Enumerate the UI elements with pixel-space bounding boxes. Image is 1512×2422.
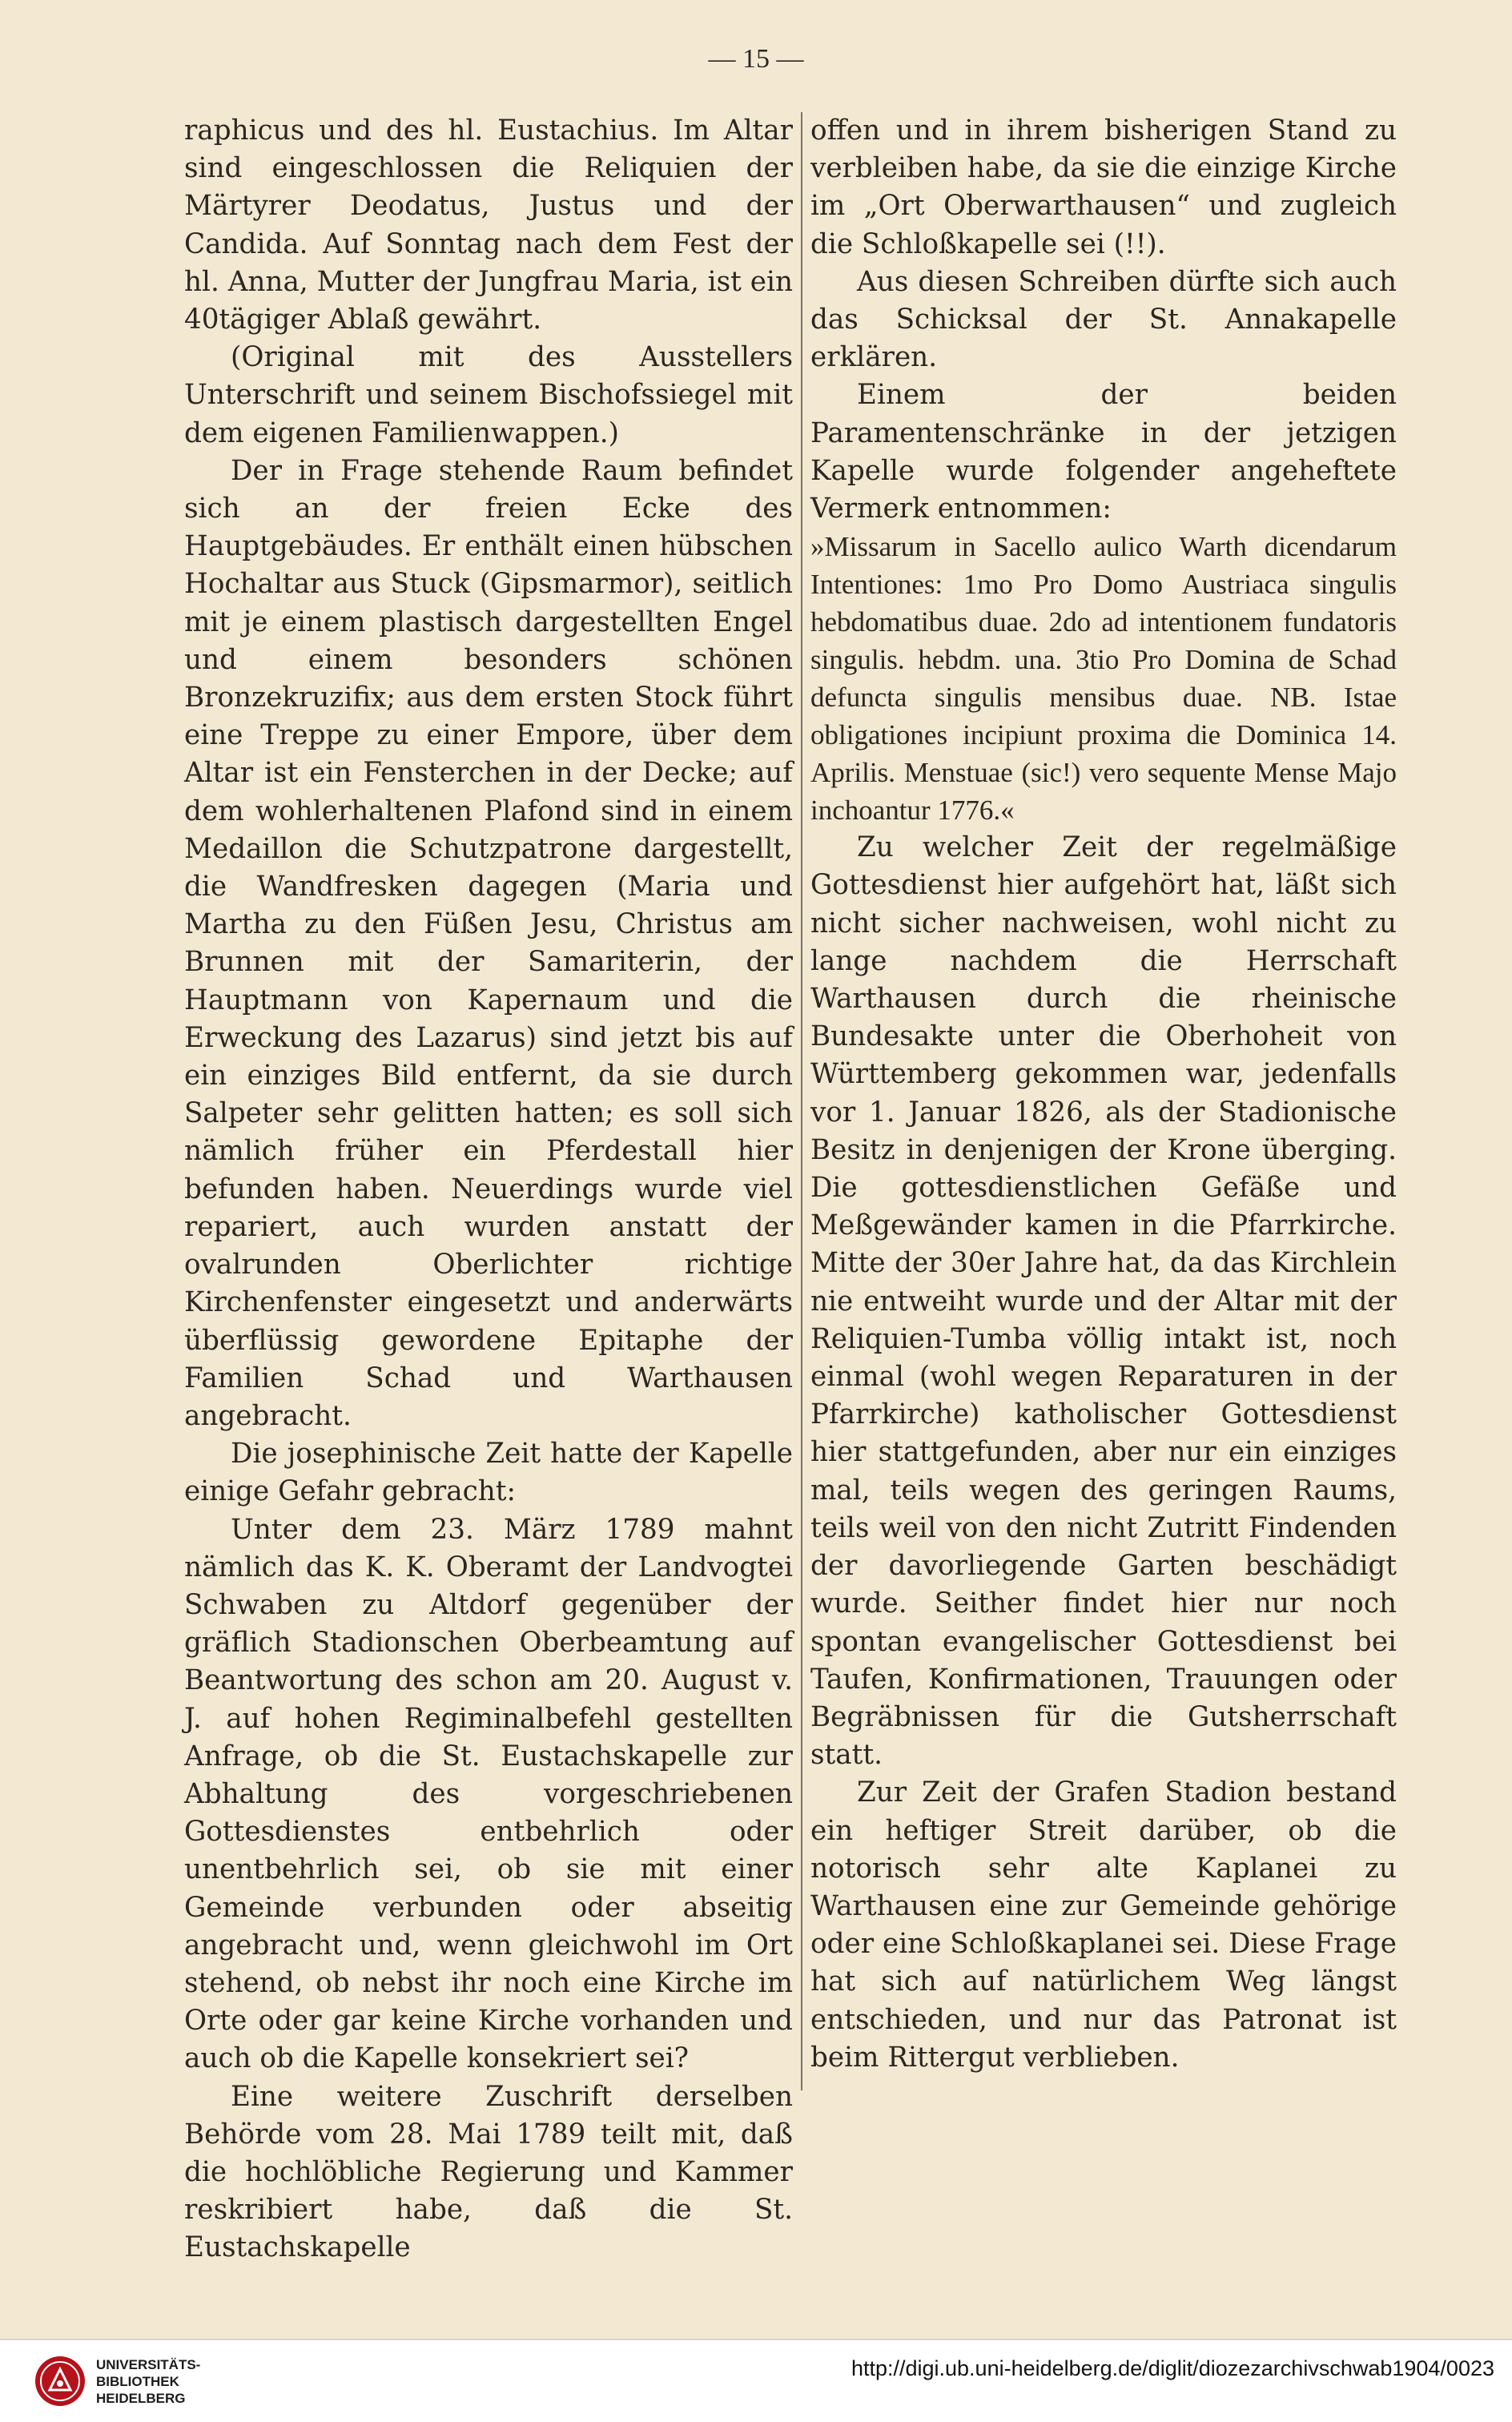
paragraph: Zu welcher Zeit der regelmäßige Gottesdienst hier aufgehört hat, läßt sich nicht sicher nachweisen, wohl nicht zu lange nachdem die Herrschaft Warthausen durch die rheinische Bundesakte unter die Oberhoheit von Württemberg gekommen war, jedenfalls vor 1. Januar 1826, als der Stadionische Besitz in denjenigen der Krone überging. Die gottesdienstlichen Gefäße und Meßgewänder kamen in die Pfarrkirche. Mitte der 30er Jahre hat, da das Kirchlein nie entweiht wurde und der Altar mit der Reliquien-Tumba völlig intakt ist, noch einmal (wohl wegen Reparaturen in der Pfarrkirche) katholischer Gottesdienst hier stattgefunden, aber nur ein einziges mal, teils wegen des geringen Raums, teils weil von den nicht Zutritt Findenden der davorliegende Garten beschädigt wurde. Seither findet hier nur noch spontan evangelischer Gottesdienst bei Taufen, Konfirmationen, Trauungen oder Begräbnissen für die Gutsherrschaft statt. xyxy=(810,831,1397,1772)
footer-bar xyxy=(0,2339,1512,2422)
paragraph: Aus diesen Schreiben dürfte sich auch das Schicksal der St. Annakapelle erklären. xyxy=(810,265,1397,374)
library-name-line: HEIDELBERG xyxy=(96,2391,186,2406)
paragraph: Unter dem 23. März 1789 mahnt nämlich das K. K. Oberamt der Landvogtei Schwaben zu Altdorf gegenüber der gräflich Stadionschen Oberbeamtung auf Beantwortung des schon am 20. August v. J. auf hohen Regiminalbefehl gestellten Anfrage, ob die St. Eustachskapelle zur Abhaltung des vorgeschriebenen Gottesdienstes entbehrlich oder unentbehrlich sei, ob sie mit einer Gemeinde verbunden oder abseitig angebracht und, wenn gleichwohl im Ort stehend, ob nebst ihr noch eine Kirche im Orte oder gar keine Kirche vorhanden und auch ob die Kapelle konsekriert sei? xyxy=(184,1513,793,2075)
paragraph: raphicus und des hl. Eustachius. Im Altar sind eingeschlossen die Reliquien der Märtyrer Deodatus, Justus und der Candida. Auf Sonntag nach dem Fest der hl. Anna, Mutter der Jungfrau Maria, ist ein 40tägiger Ablaß gewährt. xyxy=(184,115,793,336)
university-seal-icon xyxy=(34,2355,86,2408)
library-name-line: BIBLIOTHEK xyxy=(96,2374,179,2389)
paragraph: offen und in ihrem bisherigen Stand zu verbleiben habe, da sie die einzige Kirche im „Ort Oberwarthausen“ und zugleich die Schloßkapelle sei (!!). xyxy=(810,115,1397,260)
paragraph: (Original mit des Ausstellers Unterschrift und seinem Bischofssiegel mit dem eigenen Familienwappen.) xyxy=(184,341,793,449)
left-column xyxy=(184,112,793,2267)
paragraph: Zur Zeit der Grafen Stadion bestand ein heftiger Streit darüber, ob die notorisch sehr alte Kaplanei zu Warthausen eine zur Gemeinde gehörige oder eine Schloßkaplanei sei. Diese Frage hat sich auf natürlichem Weg längst entschieden, und nur das Patronat ist beim Rittergut verblieben. xyxy=(810,1776,1397,2074)
paragraph: Der in Frage stehende Raum befindet sich an der freien Ecke des Hauptgebäudes. Er enthält einen hübschen Hochaltar aus Stuck (Gipsmarmor), seitlich mit je einem plastisch dargestellten Engel und einem besonders schönen Bronzekruzifix; aus dem ersten Stock führt eine Treppe zu einer Empore, über dem Altar ist ein Fensterchen in der Decke; auf dem wohlerhaltenen Plafond sind in einem Medaillon die Schutzpatrone dargestellt, die Wandfresken dagegen (Maria und Martha zu den Füßen Jesu, Christus am Brunnen mit der Samariterin, der Hauptmann von Kapernaum und die Erweckung des Lazarus) sind jetzt bis auf ein einziges Bild entfernt, da sie durch Salpeter sehr gelitten hatten; es soll sich nämlich früher ein Pferdestall hier befunden haben. Neuerdings wurde viel repariert, auch wurden anstatt der ovalrunden Oberlichter richtige Kirchenfenster eingesetzt und anderwärts überflüssig gewordene Epitaphe der Familien Schad und Warthausen angebracht. xyxy=(184,454,793,1432)
source-url-link[interactable]: http://digi.ub.uni-heidelberg.de/diglit/diozezarchivschwab1904/0023 xyxy=(850,2356,1494,2380)
latin-quote: »Missarum in Sacello aulico Warth dicendarum Intentiones: 1mo Pro Domo Austriaca singulis hebdomatibus duae. 2do ad intentionem fundatoris singulis. hebdm. una. 3tio Pro Domina de Schad defuncta singulis mensibus duae. NB. Istae obligationes incipiunt proxima die Dominica 14. Aprilis. Menstuae (sic!) vero sequente Mense Majo inchoantur 1776.« xyxy=(810,531,1397,827)
paragraph: Einem der beiden Paramentenschränke in der jetzigen Kapelle wurde folgender angeheftete Vermerk entnommen: xyxy=(810,379,1397,525)
paragraph: Eine weitere Zuschrift derselben Behörde vom 28. Mai 1789 teilt mit, daß die hochlöbliche Regierung und Kammer reskribiert habe, daß die St. Eustachskapelle xyxy=(184,2080,793,2264)
column-divider xyxy=(801,112,802,2090)
right-column xyxy=(810,112,1397,2077)
paragraph: Die josephinische Zeit hatte der Kapelle einige Gefahr gebracht: xyxy=(184,1438,793,1508)
library-name xyxy=(96,2356,200,2407)
library-name-line: UNIVERSITÄTS- xyxy=(96,2357,201,2372)
page-number: — 15 — xyxy=(708,44,804,74)
